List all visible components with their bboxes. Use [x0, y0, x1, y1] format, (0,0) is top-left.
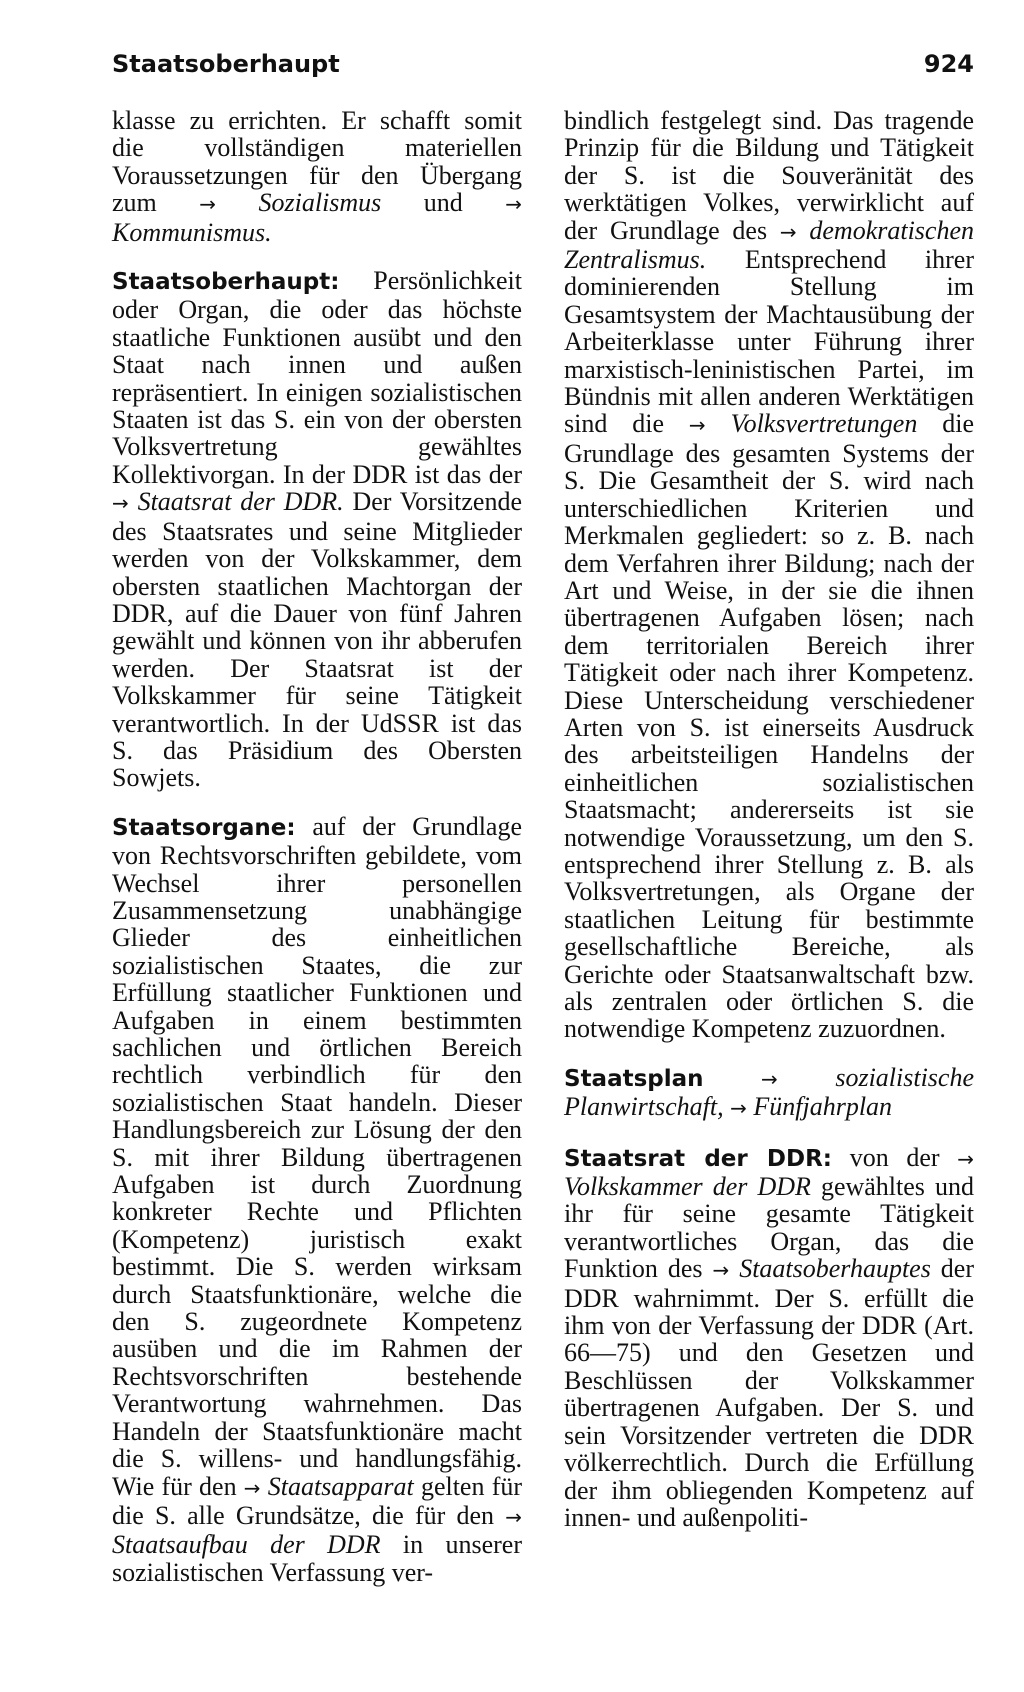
- cross-reference: Staatsapparat: [267, 1471, 414, 1501]
- entry-text: gelten für die S. alle Grundsätze, die für den: [112, 1471, 523, 1530]
- cross-reference: Kommunismus.: [112, 217, 272, 247]
- entry-staatsorgane: [112, 813, 522, 1586]
- entry-text: Entsprechend ihrer dominierenden Stellung im Gesamtsystem der Machtausübung der Arbeiterklasse unter Führung ihrer marxistisch-leninistischen Partei, im Bündnis mit allen anderen Werktätigen sind die: [564, 245, 974, 439]
- cross-reference: Staatsrat der DDR.: [137, 487, 344, 517]
- entry-text: [706, 409, 731, 438]
- entry-text: [797, 216, 810, 245]
- entry-staatsoberhaupt: [112, 267, 522, 792]
- cross-reference: Sozialismus: [258, 188, 382, 218]
- entry-text: [216, 188, 258, 217]
- cross-reference: Volkskammer der DDR: [564, 1172, 811, 1202]
- entry-headword: Staatsorgane:: [112, 814, 296, 841]
- page-header: [112, 50, 974, 86]
- left-column: [112, 107, 522, 1586]
- cross-reference-arrow-icon: →: [199, 192, 217, 217]
- cross-reference-arrow-icon: →: [112, 491, 129, 516]
- entry-headword: Staatsrat der DDR:: [564, 1145, 833, 1172]
- entry-staatsorgane-continued: [564, 107, 974, 1043]
- entry-text: in unserer sozialistischen Verfassung ver-: [112, 1530, 522, 1587]
- cross-reference-arrow-icon: →: [761, 1066, 778, 1091]
- cross-reference-arrow-icon: →: [505, 1504, 522, 1529]
- page-number: 924: [923, 50, 974, 78]
- cross-reference-arrow-icon: →: [730, 1096, 747, 1121]
- entry-staatsrat: [564, 1144, 974, 1532]
- entry-headword: Staatsoberhaupt:: [112, 269, 340, 296]
- entry-text: [129, 487, 138, 516]
- entry-text: Der Vorsitzende des Staatsrates und seine Mitglieder werden von der Volkskammer, dem obersten staatlichen Machtorgan der DDR, auf die Dauer von fünf Jahren gewählt und können von ihr abberufen werden. Der Staatsrat ist der Volkskammer für seine Tätigkeit verantwortlich. In der UdSSR ist das S. das Präsidium des Obersten Sowjets.: [112, 487, 523, 793]
- entry-text: klasse zu errichten. Er schafft somit die vollständigen materiellen Voraussetzungen für den Übergang zum: [112, 106, 522, 218]
- entry-text: [704, 1063, 762, 1092]
- entry-text: von der: [832, 1142, 958, 1172]
- entry-text: und: [381, 188, 506, 218]
- entry-text: die Grundlage des gesamten Systems der S. Die Gesamtheit der S. wird nach unterschiedlichen Kriterien und Merkmalen gegliedert: so z. B. nach dem Verfahren ihrer Bildung; nach der Art und Weise, in der sie die ihnen übertragenen Aufgaben lösen; nach dem territorialen Bereich ihrer Tätigkeit oder nach ihrer Kompetenz. Diese Unterscheidung verschiedener Arten von S. ist einerseits Ausdruck des arbeitsteiligen Handelns der einheitlichen sozialistischen Staatsmacht; andererseits ist sie notwendige Voraussetzung, um den S. entsprechend ihrer Stellung z. B. als Volksvertretungen, als Organe der staatlichen Leitung für bestimmte gesellschaftliche Bereiche, als Gerichte oder Staatsanwaltschaft bzw. als zentralen oder örtlichen S. die notwendige Kompetenz zuzuordnen.: [564, 409, 975, 1044]
- entry-text: [778, 1063, 836, 1092]
- cross-reference: demokratischen Zentralismus.: [564, 215, 974, 275]
- entry-text: auf der Grundlage von Rechtsvorschriften gebildete, vom Wechsel ihrer personellen Zusammensetzung unabhängige Glieder des einheitlichen sozialistischen Staates, die zur Erfüllung staatlicher Funktionen und Aufgaben in einem bestimmten sachlichen und örtlichen Bereich rechtlich verbindlich für den sozialistischen Staat handeln. Dieser Handlungsbereich zur Lösung der den S. mit ihrer Bildung übertragenen Aufgaben ist durch Zuordnung konkreter Rechte und Pflichten (Kompetenz) juristisch exakt bestimmt. Die S. werden wirksam durch Staatsfunktionäre, welche die den S. zugeordnete Kompetenz ausüben und die im Rahmen der Rechtsvorschriften bestehende Verantwortung wahrnehmen. Das Handeln der Staatsfunktionäre macht die S. willens- und handlungsfähig. Wie für den: [112, 811, 522, 1501]
- entry-continuation: [112, 107, 522, 246]
- cross-reference-arrow-icon: →: [243, 1475, 261, 1500]
- cross-reference-arrow-icon: →: [712, 1258, 730, 1283]
- cross-reference: Fünfjahrplan: [753, 1092, 893, 1122]
- cross-reference-arrow-icon: →: [957, 1146, 975, 1171]
- entry-text: [729, 1254, 739, 1283]
- cross-reference-arrow-icon: →: [779, 219, 797, 244]
- cross-reference: Volksvertretungen: [730, 409, 918, 439]
- cross-reference-arrow-icon: →: [505, 192, 523, 217]
- cross-reference: Staatsaufbau der DDR: [112, 1530, 381, 1560]
- entry-text: [261, 1472, 268, 1501]
- right-column: [564, 107, 974, 1531]
- entry-text: Persönlichkeit oder Organ, die oder das höchste staatliche Funktionen ausübt und den Staat nach innen und außen repräsentiert. In einigen sozialistischen Staaten ist das S. ein von der obersten Volksvertretung gewähltes Kollektivorgan. In der DDR ist das der: [112, 266, 522, 489]
- entry-text: gewähltes und ihr für seine gesamte Tätigkeit verantwortliches Organ, das die Funktion des: [564, 1172, 974, 1284]
- cross-reference-arrow-icon: →: [688, 413, 706, 438]
- running-head: Staatsoberhaupt: [112, 50, 340, 78]
- entry-staatsplan: [564, 1064, 974, 1123]
- entry-text: bindlich festgelegt sind. Das tragende Prinzip für die Bildung und Tätigkeit der S. ist die Souveränität des werktätigen Volkes, verwirklicht auf der Grundlage des: [564, 106, 974, 245]
- cross-reference: sozialistische Planwirtschaft,: [564, 1062, 974, 1122]
- entry-text: der DDR wahrnimmt. Der S. erfüllt die ihm von der Verfassung der DDR (Art. 66—75) und den Gesetzen und Beschlüssen der Volkskammer übertragenen Aufgaben. Der S. und sein Vorsitzender vertreten die DDR völkerrechtlich. Durch die Erfüllung der ihm obliegenden Kompetenz auf innen- und außenpoliti-: [564, 1254, 974, 1532]
- entry-headword: Staatsplan: [564, 1065, 704, 1092]
- cross-reference: Staatsoberhauptes: [739, 1254, 931, 1284]
